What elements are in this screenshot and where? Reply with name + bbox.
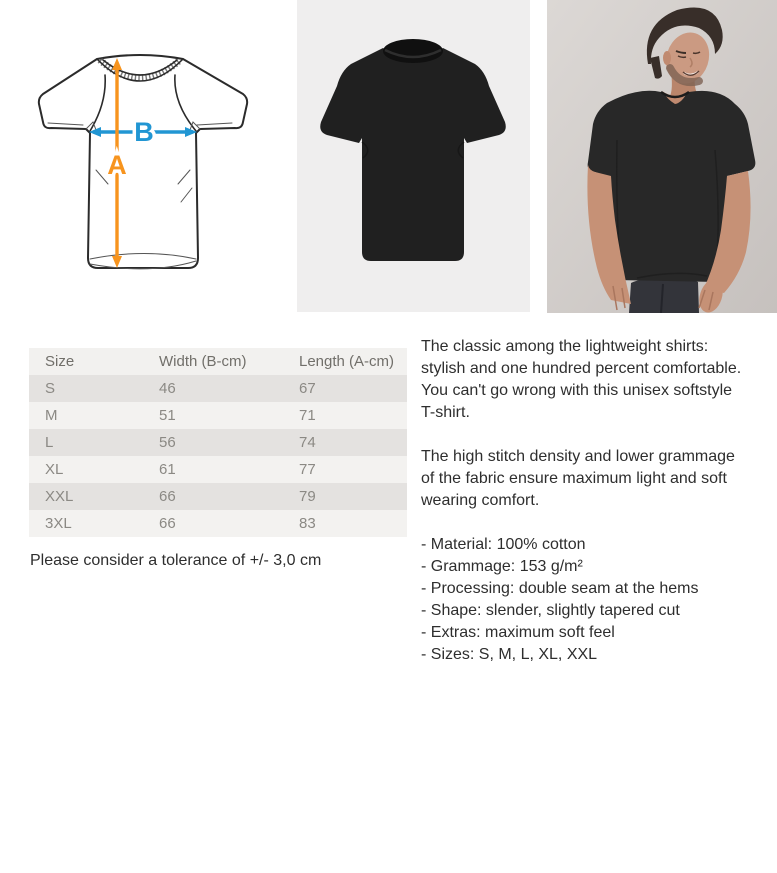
table-row-s	[29, 375, 407, 402]
description-line: of the fabric ensure maximum light and soft	[421, 470, 727, 487]
product-description	[421, 336, 741, 666]
cell-width: 66	[159, 515, 176, 532]
bullet-item: - Extras: maximum soft feel	[421, 624, 615, 641]
column-header-size: Size	[45, 353, 75, 370]
table-row-m	[29, 402, 407, 429]
product-photo-flat	[297, 0, 530, 312]
tolerance-note: Please consider a tolerance of +/- 3,0 cm	[30, 552, 322, 569]
size-table	[29, 348, 407, 537]
cell-size: 3XL	[45, 515, 72, 532]
column-header-width: Width (B-cm)	[159, 353, 247, 370]
bullet-item: - Processing: double seam at the hems	[421, 580, 699, 597]
description-line: wearing comfort.	[421, 492, 540, 509]
tshirt-measurement-drawing	[20, 30, 260, 290]
description-paragraph-1	[421, 336, 741, 424]
table-row-3xl	[29, 510, 407, 537]
bullet-item: - Shape: slender, slightly tapered cut	[421, 602, 680, 619]
cell-size: M	[45, 407, 58, 424]
cell-size: XL	[45, 461, 64, 478]
table-row-xxl	[29, 483, 407, 510]
description-line: You can't go wrong with this unisex softstyle	[421, 382, 733, 399]
description-line: T-shirt.	[421, 404, 470, 421]
arrow-a-label: A	[107, 150, 127, 180]
bullet-item: - Grammage: 153 g/m²	[421, 558, 583, 575]
cell-size: XXL	[45, 488, 74, 505]
product-photo-model	[547, 0, 777, 313]
bullet-item: - Material: 100% cotton	[421, 536, 586, 553]
cell-length: 71	[299, 407, 316, 424]
cell-length: 67	[299, 380, 316, 397]
table-row-l	[29, 429, 407, 456]
cell-length: 74	[299, 434, 316, 451]
cell-length: 79	[299, 488, 316, 505]
cell-size: L	[45, 434, 54, 451]
size-table-header-row	[29, 348, 407, 375]
cell-width: 46	[159, 380, 176, 397]
cell-width: 56	[159, 434, 176, 451]
arrow-b-label: B	[134, 117, 154, 147]
description-line: stylish and one hundred percent comfortable.	[421, 360, 742, 377]
cell-length: 83	[299, 515, 316, 532]
table-row-xl	[29, 456, 407, 483]
black-tshirt-photo	[297, 0, 530, 312]
cell-width: 66	[159, 488, 176, 505]
column-header-length: Length (A-cm)	[299, 353, 395, 370]
cell-length: 77	[299, 461, 316, 478]
model-wearing-tshirt-photo	[547, 0, 777, 313]
cell-size: S	[45, 380, 56, 397]
size-diagram-image	[20, 30, 260, 290]
cell-width: 51	[159, 407, 176, 424]
cell-width: 61	[159, 461, 176, 478]
bullet-item: - Sizes: S, M, L, XL, XXL	[421, 646, 598, 663]
description-paragraph-2	[421, 446, 741, 512]
description-bullet-list	[421, 534, 741, 666]
description-line: The classic among the lightweight shirts:	[421, 338, 709, 355]
description-line: The high stitch density and lower grammage	[421, 448, 735, 465]
